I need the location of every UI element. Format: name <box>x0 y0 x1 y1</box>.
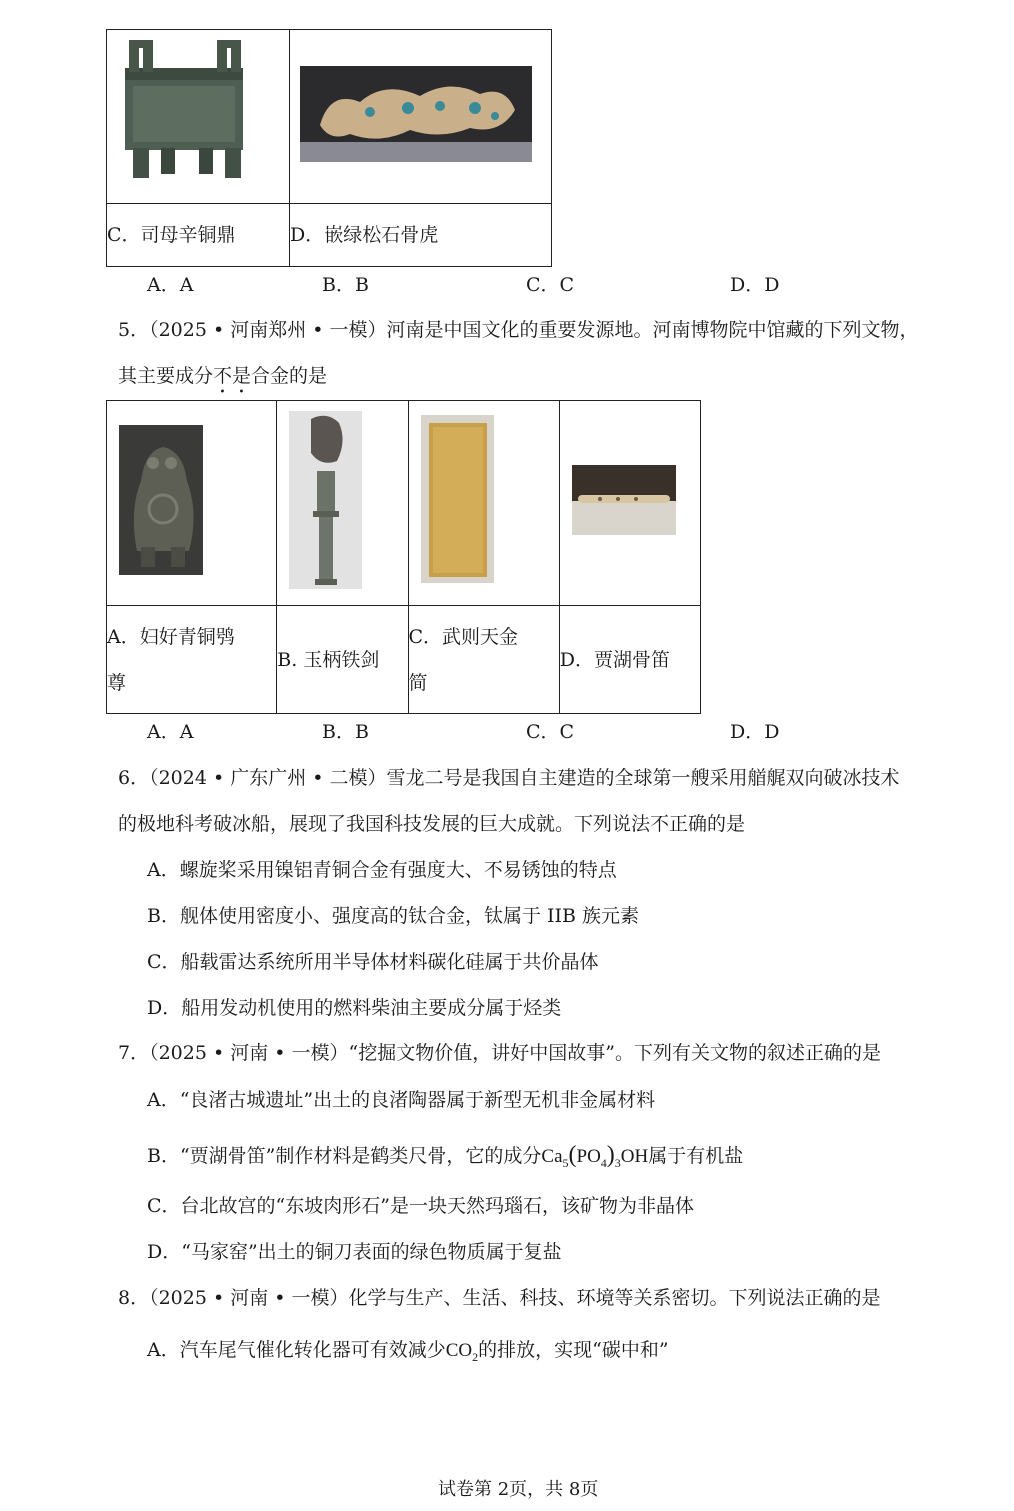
q5-caption-d: D．贾湖骨笛 <box>559 606 700 714</box>
q7-stem: 7．（2025 • 河南 • 一模）“挖掘文物价值，讲好中国故事”。下列有关文物的叙述正确的是 <box>118 1042 881 1064</box>
formula-sub-2: 2 <box>472 1349 479 1364</box>
formula-co: CO <box>445 1340 473 1361</box>
q6-stem-line1: 6．（2024 • 广东广州 • 二模）雪龙二号是我国自主建造的全球第一艘采用艏艉双向破冰技术 <box>118 767 900 789</box>
bronze-ding-image <box>107 30 289 199</box>
bone-flute-image <box>560 401 700 601</box>
q4-choice-c[interactable]: C．C <box>526 274 575 296</box>
q8-stem: 8．（2025 • 河南 • 一模）化学与生产、生活、科技、环境等关系密切。下列说法正确的是 <box>118 1287 881 1309</box>
turquoise-tiger-image <box>290 30 551 199</box>
formula-sub-3: 3 <box>614 1155 621 1170</box>
q7-option-a[interactable]: A．“良渚古城遗址”出土的良渚陶器属于新型无机非金属材料 <box>147 1089 656 1111</box>
q5-image-cell-d <box>559 401 700 606</box>
q8-option-a-end: 的排放，实现“碳中和” <box>478 1339 669 1361</box>
q5-caption-a-line1: A．妇好青铜鸮 <box>107 625 235 648</box>
q7-option-b-end: 属于有机盐 <box>648 1145 744 1167</box>
q7-option-b-text: B．“贾湖骨笛”制作材料是鹤类尺骨，它的成分 <box>147 1145 542 1167</box>
formula-sub-4: 4 <box>600 1155 607 1170</box>
q5-image-cell-c <box>408 401 559 606</box>
q4-image-cell-d <box>290 30 552 204</box>
q5-caption-a-line2: 尊 <box>107 671 127 694</box>
formula-oh: OH <box>620 1146 649 1167</box>
q5-image-cell-a <box>107 401 277 606</box>
formula-po: PO <box>576 1146 601 1167</box>
bronze-owl-zun-image <box>107 401 276 601</box>
q4-choice-b[interactable]: B．B <box>322 274 369 296</box>
q5-choice-a[interactable]: A．A <box>147 721 194 743</box>
q5-caption-b: B. 玉柄铁剑 <box>277 606 408 714</box>
formula-ca: Ca <box>541 1146 563 1167</box>
q5-stem-emphasis: 不是 <box>213 365 252 387</box>
page-footer: 试卷第 2页，共 8页 <box>438 1479 599 1500</box>
q5-image-cell-b <box>277 401 408 606</box>
q5-image-table <box>106 400 701 714</box>
q8-formula <box>445 1340 479 1364</box>
q7-option-b-formula <box>541 1142 649 1170</box>
q6-option-d[interactable]: D．船用发动机使用的燃料柴油主要成分属于烃类 <box>147 997 562 1019</box>
q5-caption-c <box>408 606 559 714</box>
q5-choice-c[interactable]: C．C <box>526 721 575 743</box>
jade-iron-sword-image <box>277 401 407 601</box>
q4-image-table <box>106 29 552 267</box>
q5-caption-c-line1: C．武则天金 <box>408 625 519 648</box>
q4-caption-d: D．嵌绿松石骨虎 <box>290 204 552 267</box>
q6-stem-line2: 的极地科考破冰船，展现了我国科技发展的巨大成就。下列说法不正确的是 <box>118 813 746 835</box>
q4-caption-c: C．司母辛铜鼎 <box>107 204 290 267</box>
q8-option-a[interactable] <box>147 1341 669 1363</box>
q4-choice-d[interactable]: D．D <box>730 274 780 296</box>
q5-stem-part-end: 合金的是 <box>251 365 328 387</box>
q5-stem-part: 其主要成分 <box>118 365 214 387</box>
q7-option-d[interactable]: D．“马家窑”出土的铜刀表面的绿色物质属于复盐 <box>147 1241 562 1263</box>
formula-sub-5: 5 <box>562 1155 569 1170</box>
formula-paren-close: ) <box>606 1142 615 1168</box>
gold-slip-image <box>409 401 559 601</box>
q7-option-b[interactable] <box>147 1143 743 1169</box>
q6-option-c[interactable]: C．船载雷达系统所用半导体材料碳化硅属于共价晶体 <box>147 951 599 973</box>
q5-stem-line1: 5．（2025 • 河南郑州 • 一模）河南是中国文化的重要发源地。河南博物院中馆藏的下列文物， <box>118 319 919 341</box>
q5-caption-a <box>107 606 277 714</box>
q4-choice-a[interactable]: A．A <box>147 274 194 296</box>
q4-image-cell-c <box>107 30 290 204</box>
q6-option-a[interactable]: A．螺旋桨采用镍铝青铜合金有强度大、不易锈蚀的特点 <box>147 859 617 881</box>
q5-choice-b[interactable]: B．B <box>322 721 369 743</box>
q6-option-b[interactable]: B．舰体使用密度小、强度高的钛合金，钛属于 IIB 族元素 <box>147 905 640 927</box>
q7-option-c[interactable]: C．台北故宫的“东坡肉形石”是一块天然玛瑙石，该矿物为非晶体 <box>147 1195 694 1217</box>
q5-stem-line2 <box>118 365 327 398</box>
formula-paren-open: ( <box>568 1142 577 1168</box>
q8-option-a-text: A．汽车尾气催化转化器可有效减少 <box>147 1339 446 1361</box>
q5-caption-c-line2: 简 <box>408 671 428 694</box>
q5-choice-d[interactable]: D．D <box>730 721 780 743</box>
